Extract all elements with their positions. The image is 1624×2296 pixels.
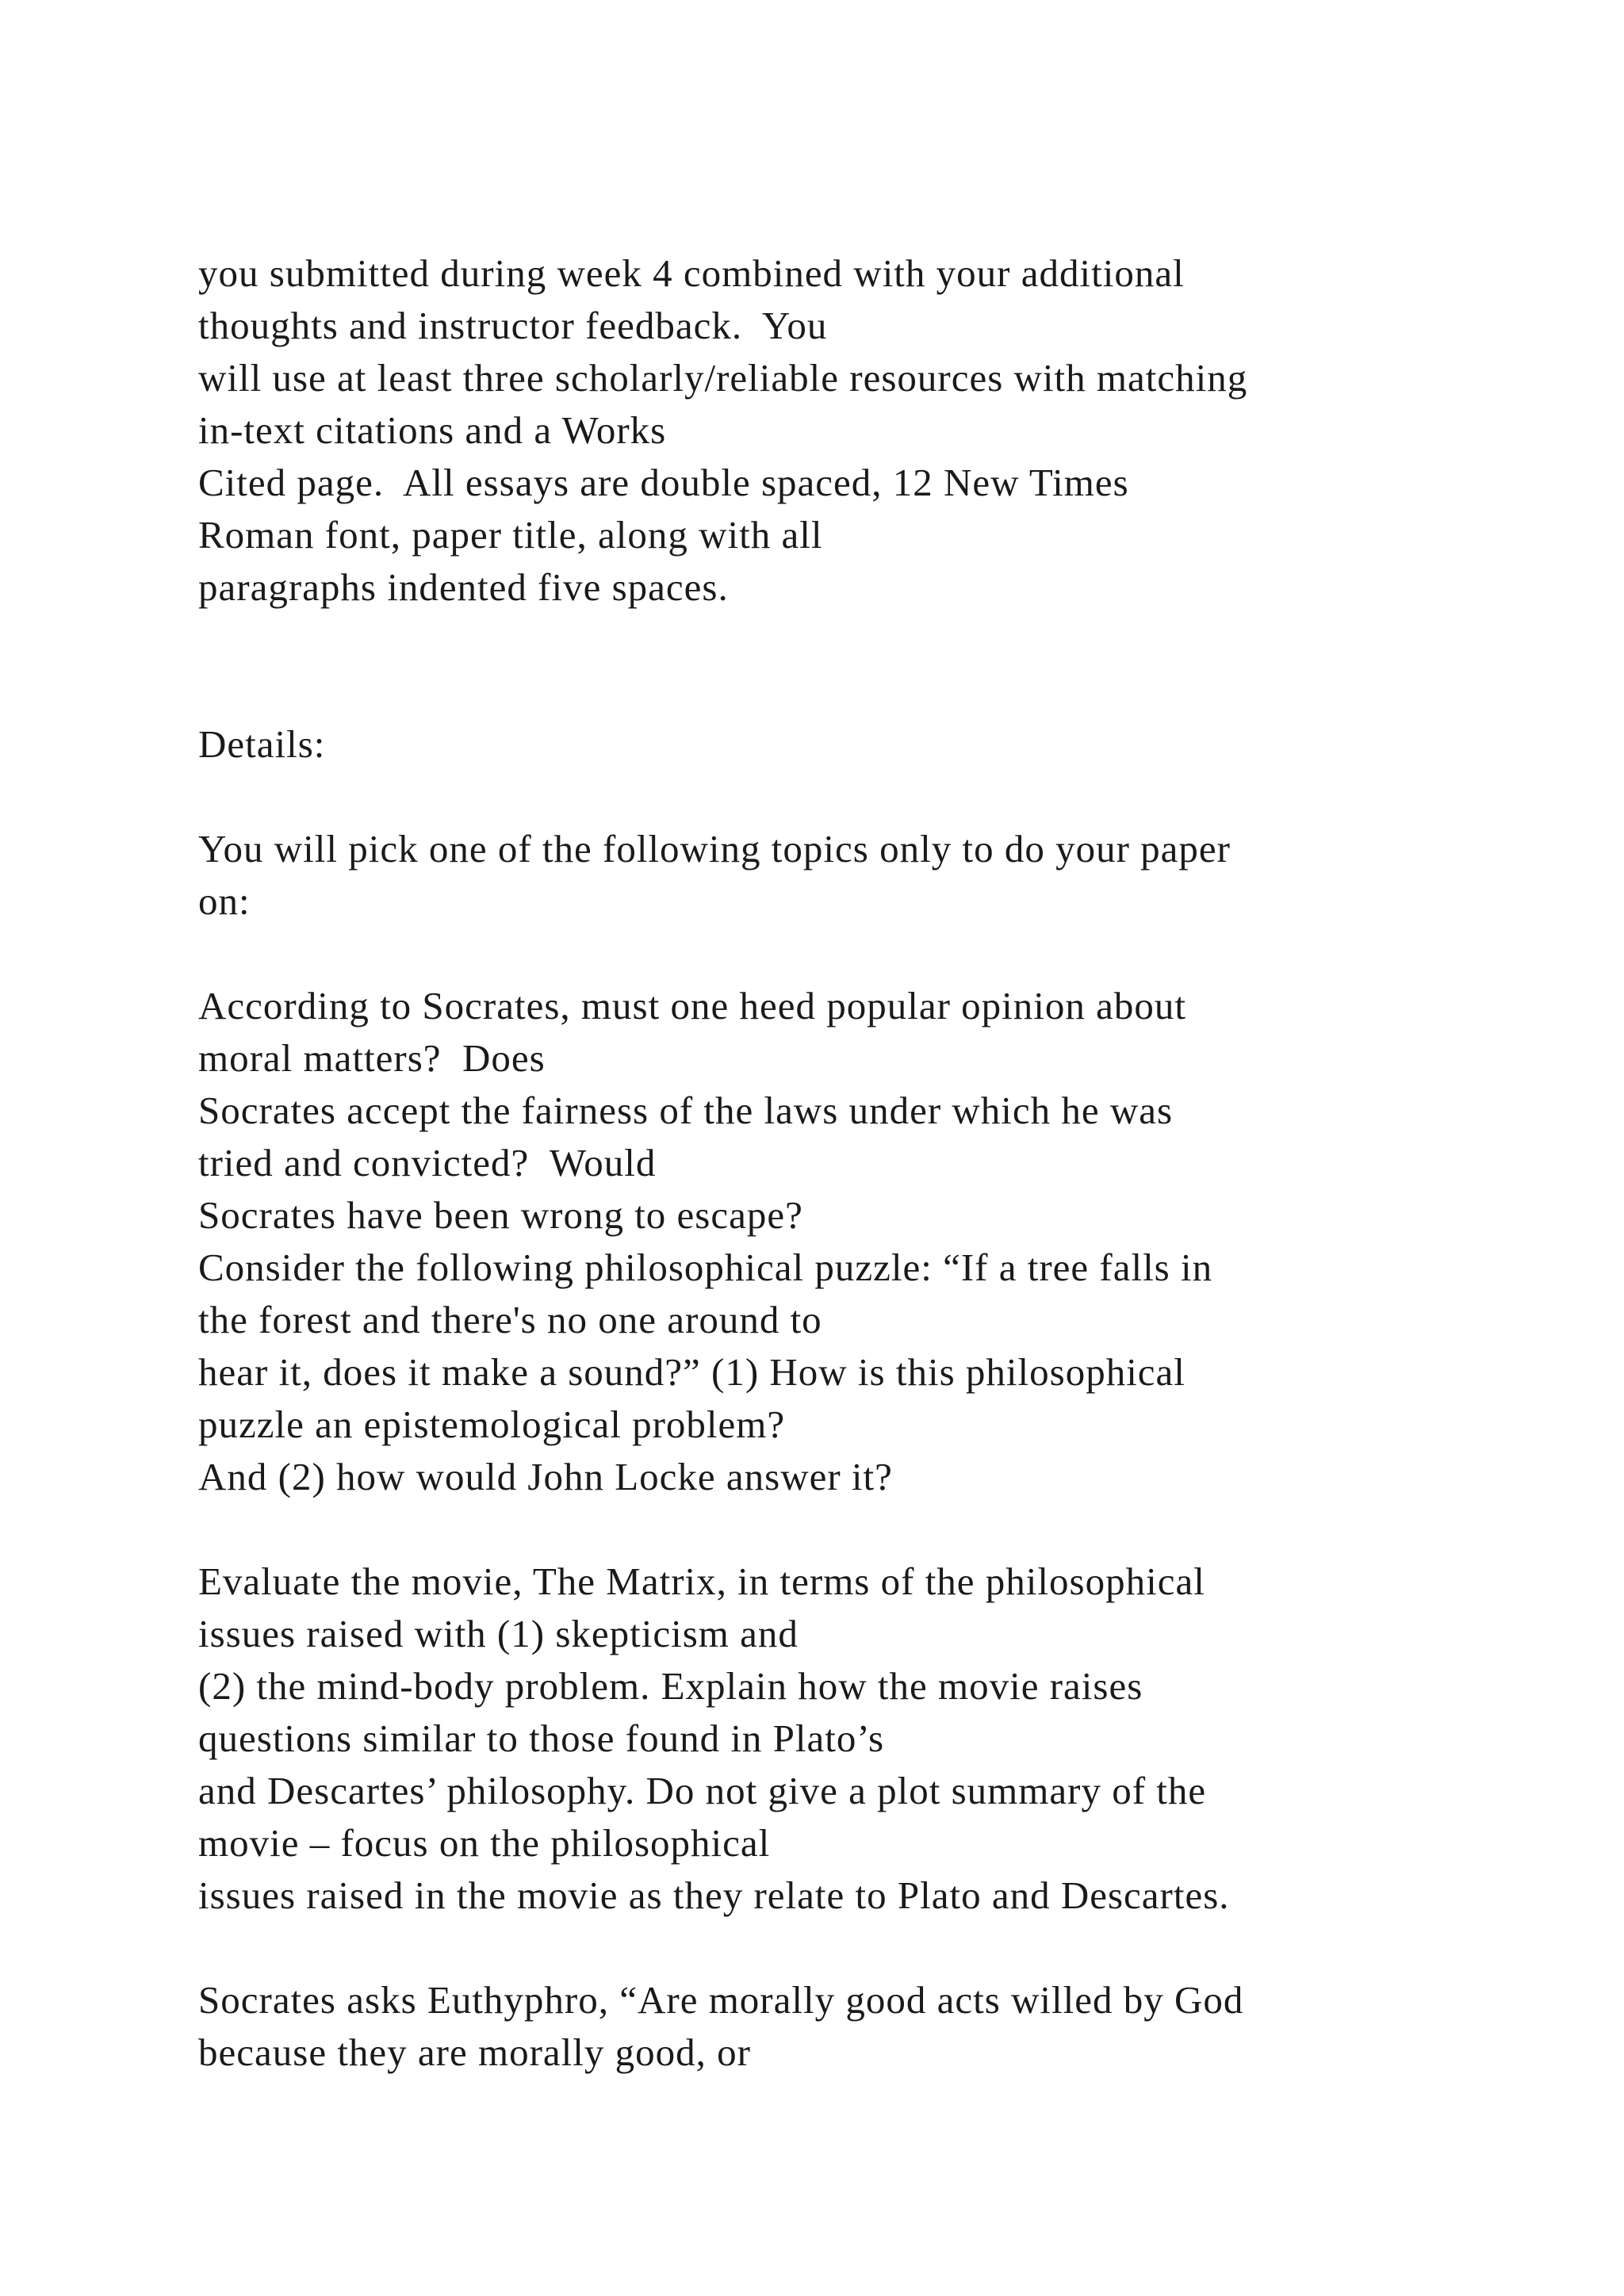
spacer — [198, 1503, 1546, 1556]
text-line: puzzle an epistemological problem? — [198, 1402, 786, 1446]
spacer — [198, 1922, 1546, 1974]
text-line: hear it, does it make a sound?” (1) How is this philosophical — [198, 1350, 1185, 1394]
text-line: because they are morally good, or — [198, 2030, 751, 2074]
text-line: on: — [198, 879, 251, 923]
text-line: Consider the following philosophical puzzle: “If a tree falls in — [198, 1246, 1213, 1289]
text-line: Socrates accept the fairness of the laws under which he was — [198, 1089, 1174, 1132]
text-line: movie – focus on the philosophical — [198, 1821, 771, 1865]
text-line: According to Socrates, must one heed popular opinion about — [198, 984, 1186, 1027]
topic-3-paragraph — [198, 1974, 1546, 2079]
details-heading: Details: — [198, 722, 326, 766]
intro-paragraph — [198, 247, 1546, 614]
text-line: you submitted during week 4 combined with your additional — [198, 251, 1185, 295]
text-line: Evaluate the movie, The Matrix, in terms of the philosophical — [198, 1559, 1205, 1603]
text-line: issues raised with (1) skepticism and — [198, 1612, 799, 1655]
spacer — [198, 928, 1546, 980]
text-line: Socrates have been wrong to escape? — [198, 1193, 803, 1237]
text-line: the forest and there's no one around to — [198, 1298, 822, 1341]
text-line: Roman font, paper title, along with all — [198, 513, 823, 557]
topic-1-paragraph — [198, 980, 1546, 1503]
topic-2-paragraph — [198, 1556, 1546, 1922]
text-line: issues raised in the movie as they relate to Plato and Descartes. — [198, 1873, 1230, 1917]
text-line: thoughts and instructor feedback. You — [198, 304, 828, 347]
text-line: Socrates asks Euthyphro, “Are morally good acts willed by God — [198, 1978, 1244, 2022]
text-line: and Descartes’ philosophy. Do not give a plot summary of the — [198, 1769, 1207, 1812]
text-line: Cited page. All essays are double spaced, 12 New Times — [198, 461, 1129, 504]
text-line: You will pick one of the following topics only to do your paper — [198, 827, 1231, 871]
text-line: paragraphs indented five spaces. — [198, 565, 729, 609]
spacer — [198, 614, 1546, 718]
document-text — [198, 247, 1546, 2079]
text-line: questions similar to those found in Plato’s — [198, 1716, 885, 1760]
topics-intro-paragraph — [198, 823, 1546, 928]
spacer — [198, 771, 1546, 823]
text-line: (2) the mind-body problem. Explain how the movie raises — [198, 1664, 1143, 1708]
text-line: will use at least three scholarly/reliable resources with matching — [198, 356, 1248, 400]
text-line: in-text citations and a Works — [198, 408, 667, 452]
text-line: moral matters? Does — [198, 1036, 546, 1080]
text-line: And (2) how would John Locke answer it? — [198, 1455, 893, 1498]
text-line: tried and convicted? Would — [198, 1141, 657, 1184]
